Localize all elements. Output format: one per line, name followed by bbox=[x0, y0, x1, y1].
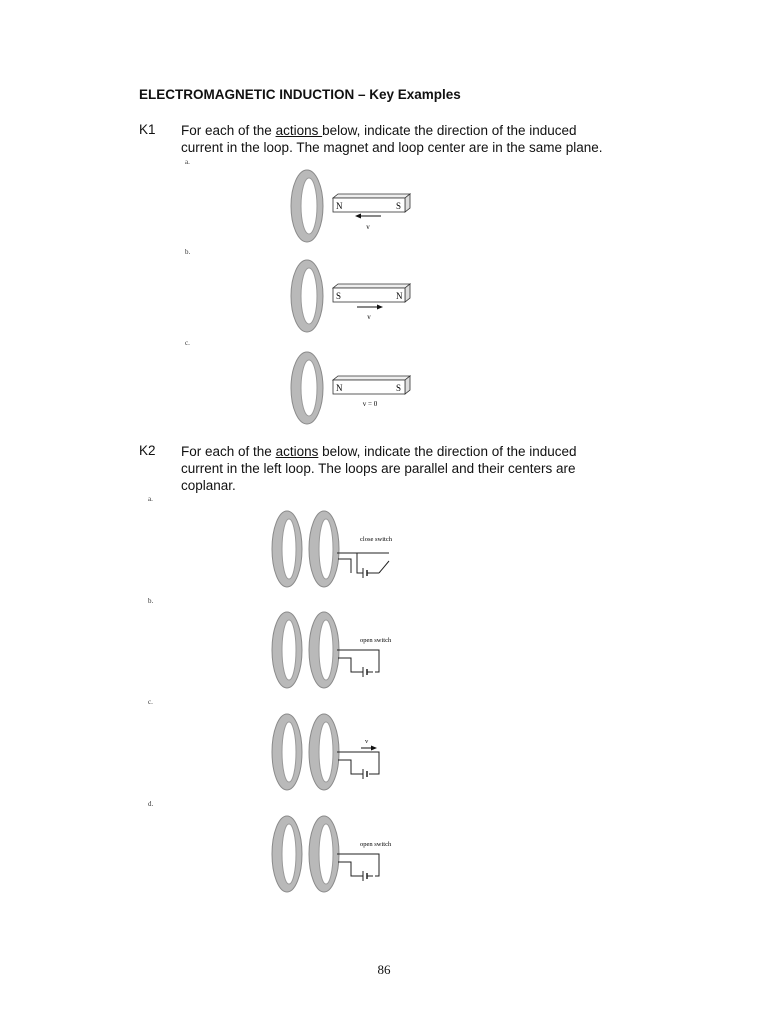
k2-part-a-letter: a. bbox=[148, 495, 153, 503]
k1-part-a-letter: a. bbox=[185, 158, 190, 166]
k2-figure-b bbox=[265, 606, 410, 694]
k1a-left-pole: N bbox=[336, 201, 343, 211]
k2-figure-a bbox=[265, 505, 410, 593]
k1-text-pre: For each of the bbox=[181, 123, 276, 138]
bar-magnet-icon bbox=[333, 198, 405, 212]
k1-figure-b bbox=[285, 258, 415, 336]
bar-magnet-icon bbox=[333, 288, 405, 302]
switch-icon bbox=[379, 561, 389, 573]
k1-text-actions: actions bbox=[275, 123, 323, 138]
k1-number: K1 bbox=[139, 122, 156, 137]
k1b-velocity: v bbox=[367, 313, 371, 321]
k2-figure-d bbox=[265, 810, 410, 898]
k1-question-text bbox=[181, 122, 621, 156]
page-title: ELECTROMAGNETIC INDUCTION – Key Examples bbox=[139, 87, 461, 102]
k1-text-post: below, indicate the direction of the induced current in the loop. The magnet and loop center are in the same plane. bbox=[181, 123, 603, 155]
k2-part-d-letter: d. bbox=[148, 800, 154, 808]
k1c-right-pole: S bbox=[396, 383, 402, 393]
k1a-velocity: v bbox=[366, 223, 370, 231]
k2-part-b-letter: b. bbox=[148, 597, 154, 605]
k2-part-c-letter: c. bbox=[148, 698, 153, 706]
k1b-left-pole: S bbox=[336, 291, 342, 301]
k1c-left-pole: N bbox=[336, 383, 343, 393]
k2-text-actions: actions bbox=[275, 444, 319, 459]
k1a-right-pole: S bbox=[396, 201, 402, 211]
k1-part-b-letter: b. bbox=[185, 248, 191, 256]
k2-figure-c bbox=[265, 708, 410, 796]
k2b-label: open switch bbox=[360, 637, 392, 644]
k1b-right-pole: N bbox=[396, 291, 403, 301]
k1-figure-a bbox=[285, 168, 415, 246]
k1-part-c-letter: c. bbox=[185, 339, 190, 347]
k2-text-post: below, indicate the direction of the induced current in the left loop. The loops are parallel and their centers are coplanar. bbox=[181, 444, 577, 493]
k2-text-pre: For each of the bbox=[181, 444, 276, 459]
page-number: 86 bbox=[377, 962, 391, 977]
k2a-label: close switch bbox=[360, 536, 392, 543]
k1c-velocity: v = 0 bbox=[362, 400, 378, 408]
k2-question-text bbox=[181, 443, 611, 494]
k1-figure-c bbox=[285, 350, 415, 428]
k2-number: K2 bbox=[139, 443, 156, 458]
k2c-label: v bbox=[365, 738, 369, 745]
bar-magnet-icon bbox=[333, 380, 405, 394]
k2d-label: open switch bbox=[360, 841, 392, 848]
